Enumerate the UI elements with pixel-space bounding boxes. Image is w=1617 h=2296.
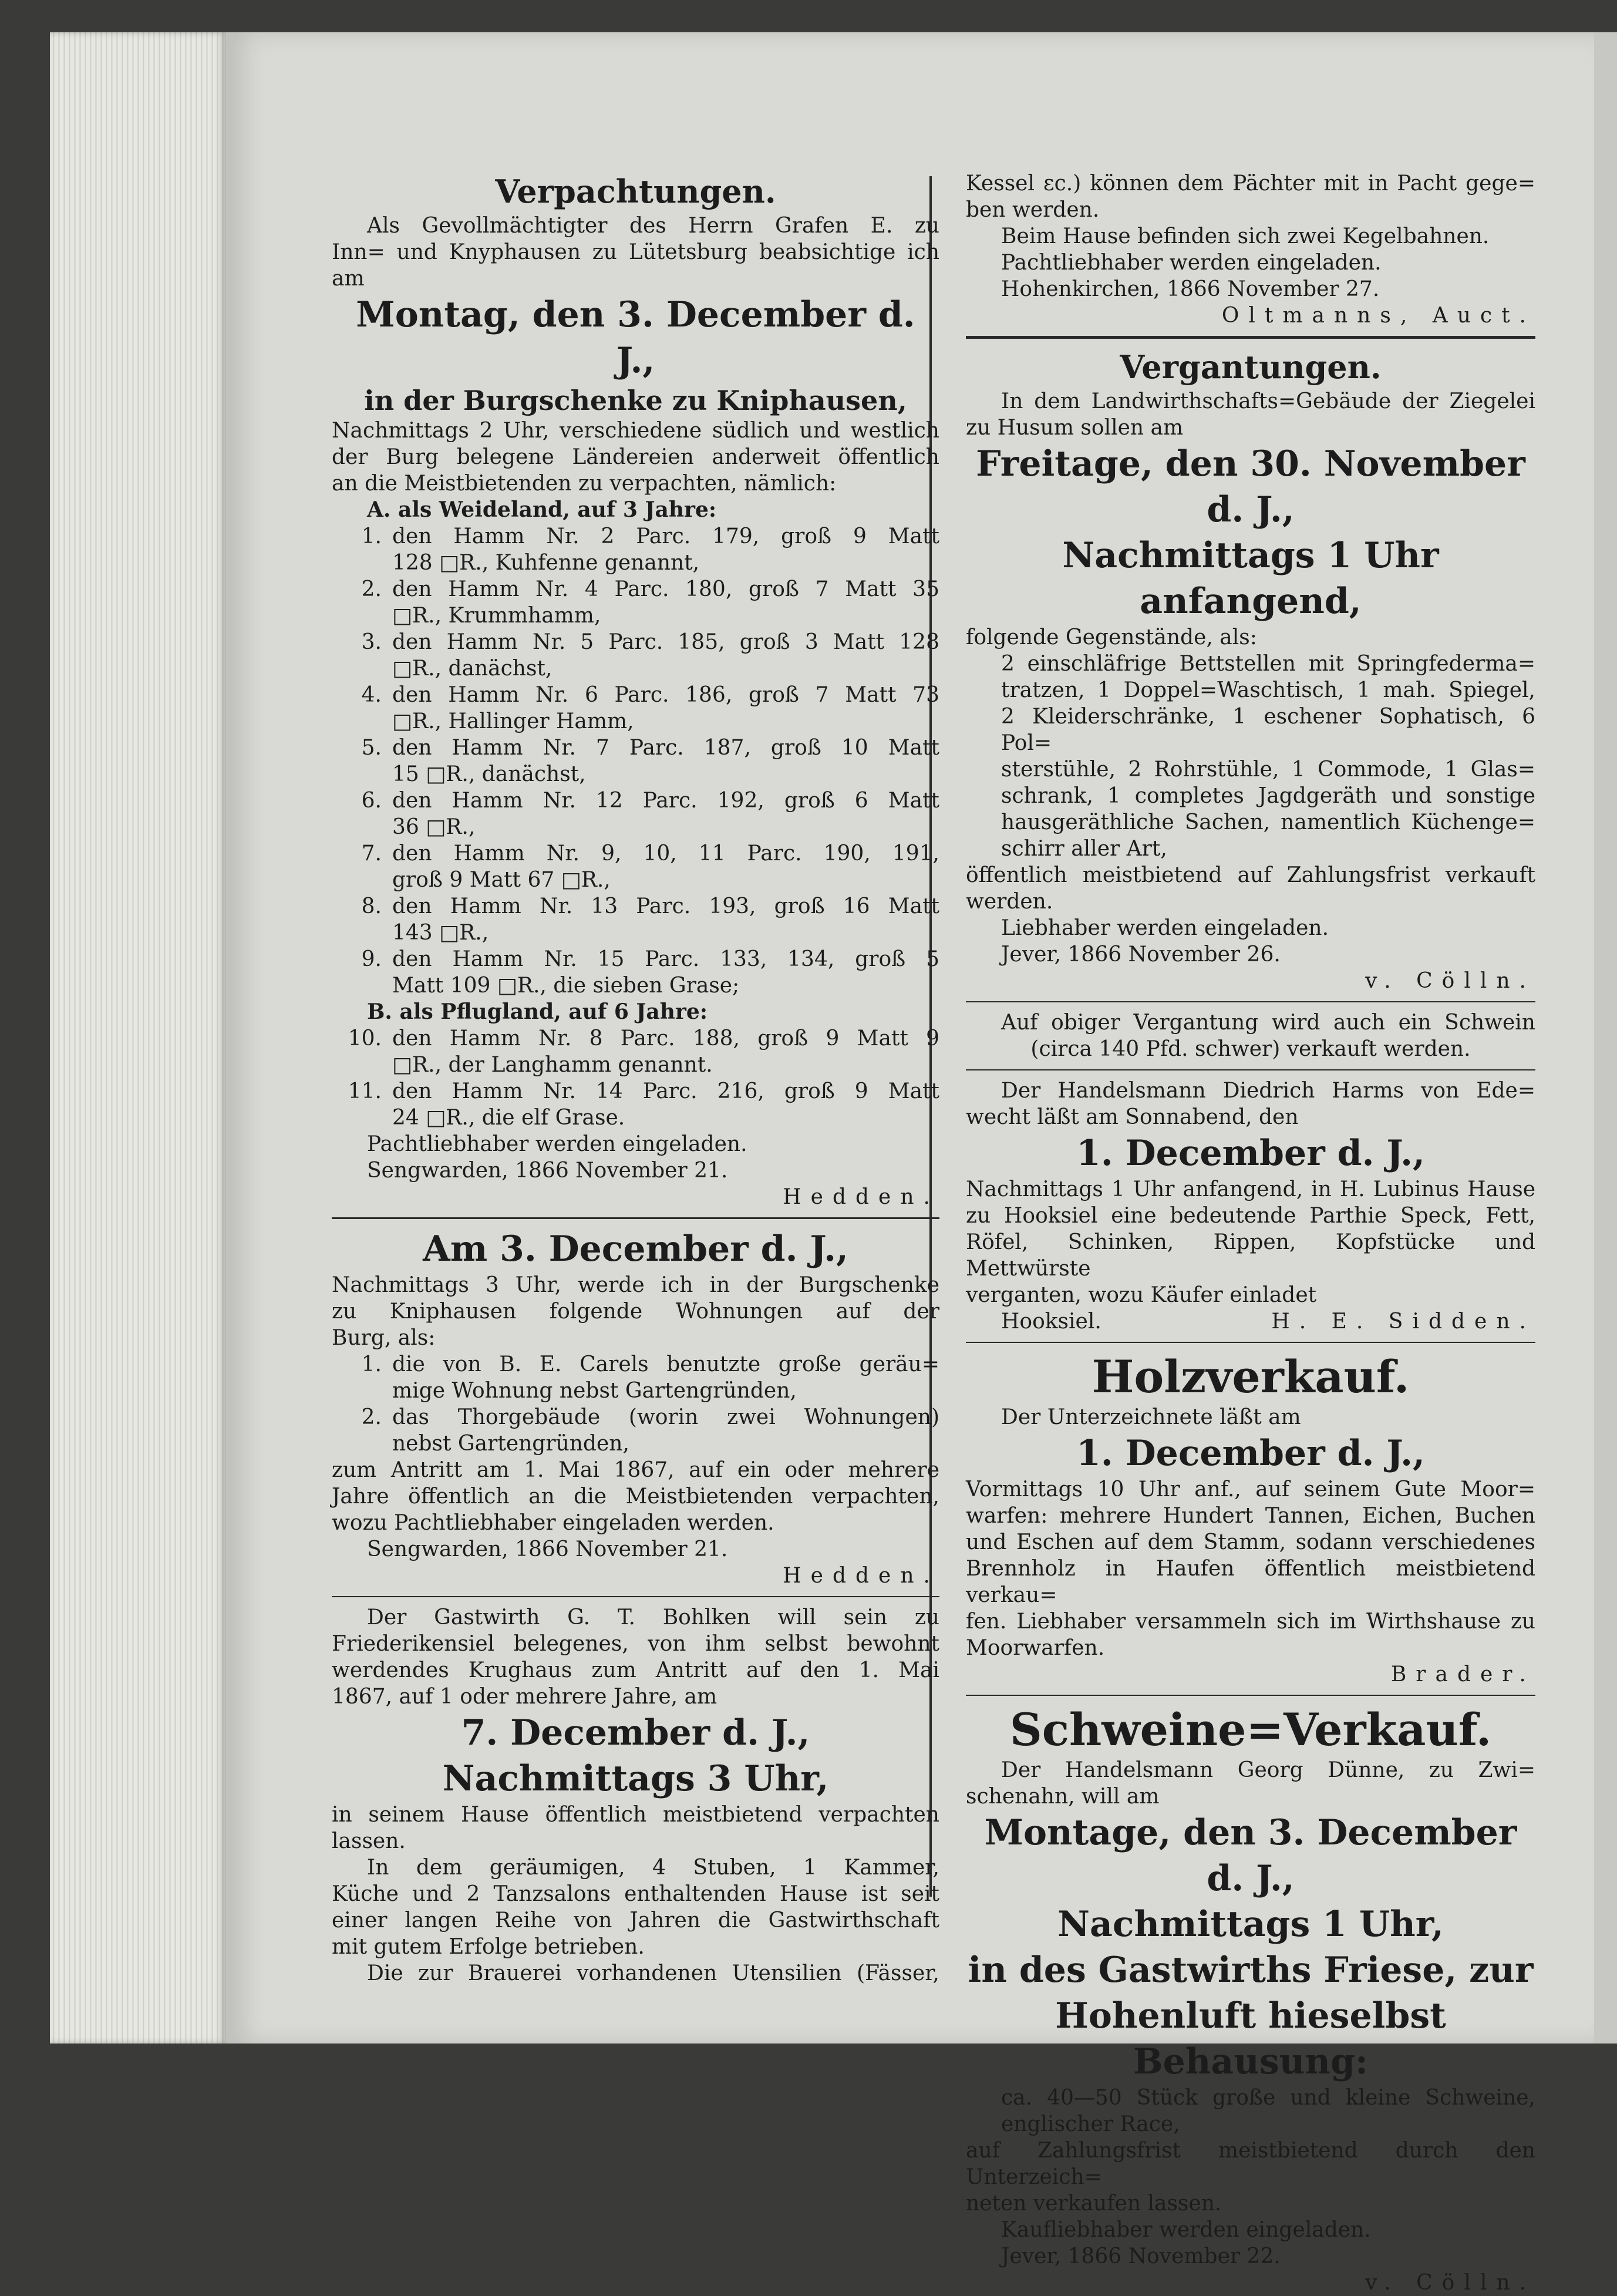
item-line: groß 9 Matt 67 □R., xyxy=(392,868,611,892)
invitation-line: Pachtliebhaber werden eingeladen. xyxy=(367,1132,747,1156)
item-number: 4. xyxy=(361,683,382,707)
text-line: Die zur Brauerei vorhandenen Utensilien (Fässer, xyxy=(367,1961,939,1985)
section-separator xyxy=(966,336,1535,339)
text-line: einer langen Reihe von Jahren die Gastwirthschaft xyxy=(332,1908,939,1933)
invitation-line: Pachtliebhaber werden eingeladen. xyxy=(1001,251,1382,275)
invitation-line: Liebhaber werden eingeladen. xyxy=(1001,916,1329,940)
time-line: Nachmittags 1 Uhr anfangend, xyxy=(1062,535,1439,622)
item-line: die von B. E. Carels benutzte große geräu= xyxy=(392,1352,939,1376)
text-line: am xyxy=(332,267,365,291)
item-line: den Hamm Nr. 4 Parc. 180, groß 7 Matt 35 xyxy=(392,577,939,601)
text-line: In dem Landwirthschafts=Gebäude der Ziegelei xyxy=(1001,389,1535,413)
item-line: den Hamm Nr. 9, 10, 11 Parc. 190, 191, xyxy=(392,841,939,866)
text-line: verganten, wozu Käufer einladet xyxy=(966,1283,1317,1307)
goods-line: schirr aller Art, xyxy=(1001,837,1167,861)
date-line: 1. December d. J., xyxy=(1076,1433,1425,1474)
ad-krughaus xyxy=(332,1604,939,1987)
text-line: mit gutem Erfolge betrieben. xyxy=(332,1935,645,1959)
item-number: 5. xyxy=(361,736,382,760)
text-line: an die Meistbietenden zu verpachten, nämlich: xyxy=(332,472,837,496)
item-number: 7. xyxy=(361,841,382,866)
text-line: in seinem Hause öffentlich meistbietend verpachten xyxy=(332,1803,939,1827)
place-signature-line xyxy=(966,1308,1535,1335)
signature: Brader. xyxy=(1390,1662,1535,1686)
list-item xyxy=(332,576,939,629)
place-date: Hohenkirchen, 1866 November 27. xyxy=(1001,277,1380,301)
item-line: □R., Hallinger Hamm, xyxy=(392,709,634,733)
item-line: 128 □R., Kuhfenne genannt, xyxy=(392,551,700,575)
text-line: warfen: mehrere Hundert Tannen, Eichen, Buchen xyxy=(966,1504,1535,1528)
ad-separator xyxy=(332,1596,939,1597)
ad-verpachtungen xyxy=(332,170,939,1210)
text-line: öffentlich meistbietend auf Zahlungsfrist verkauft xyxy=(966,863,1535,887)
text-line: Beim Hause befinden sich zwei Kegelbahnen. xyxy=(1001,224,1490,248)
goods-line: 2 einschläfrige Bettstellen mit Springfederma= xyxy=(1001,652,1535,676)
time-line: Nachmittags 1 Uhr, xyxy=(1057,1904,1444,1945)
item-line: den Hamm Nr. 15 Parc. 133, 134, groß 5 xyxy=(392,947,939,971)
text-line: Auf obiger Vergantung wird auch ein Schwein xyxy=(1001,1011,1535,1035)
text-line: Nachmittags 3 Uhr, werde ich in der Burgschenke xyxy=(332,1273,939,1297)
list-item xyxy=(332,1351,939,1404)
item-line: den Hamm Nr. 8 Parc. 188, groß 9 Matt 9 xyxy=(392,1026,939,1051)
text-line: Küche und 2 Tanzsalons enthaltenden Hause ist seit xyxy=(332,1882,939,1906)
date-line: Montage, den 3. December d. J., xyxy=(984,1812,1517,1899)
signature: Hedden. xyxy=(783,1185,939,1209)
text-line: wecht läßt am Sonnabend, den xyxy=(966,1105,1299,1129)
goods-line: tratzen, 1 Doppel=Waschtisch, 1 mah. Spiegel, xyxy=(1001,678,1535,702)
text-line: lassen. xyxy=(332,1829,406,1853)
text-line: Burg, als: xyxy=(332,1326,436,1350)
item-line: Matt 109 □R., die sieben Grase; xyxy=(392,974,740,998)
text-line: Röfel, Schinken, Rippen, Kopfstücke und Mettwürste xyxy=(966,1230,1535,1281)
place-line: Hohenluft hieselbst Behausung: xyxy=(1055,1995,1446,2082)
list-item xyxy=(332,840,939,893)
item-line: den Hamm Nr. 6 Parc. 186, groß 7 Matt 73 xyxy=(392,683,939,707)
list-item xyxy=(332,946,939,999)
list-item xyxy=(332,1078,939,1131)
item-line: □R., der Langhamm genannt. xyxy=(392,1053,713,1077)
section-heading: Vergantungen. xyxy=(1120,348,1382,386)
text-line: zum Antritt am 1. Mai 1867, auf ein oder mehrere xyxy=(332,1458,939,1482)
item-number: 10. xyxy=(348,1026,382,1051)
item-number: 2. xyxy=(361,1405,382,1429)
item-line: den Hamm Nr. 2 Parc. 179, groß 9 Matt xyxy=(392,524,939,548)
text-line: Jahre öffentlich an die Meistbietenden verpachten, xyxy=(332,1484,939,1509)
text-line: Inn= und Knyphausen zu Lütetsburg beabsichtige ich xyxy=(332,240,939,264)
item-line: 143 □R., xyxy=(392,921,489,945)
text-line: schenahn, will am xyxy=(966,1785,1160,1809)
text-line: wozu Pachtliebhaber eingeladen werden. xyxy=(332,1511,774,1535)
ad-schweine-verkauf xyxy=(966,1703,1535,2296)
text-line: werden. xyxy=(966,890,1053,914)
left-column xyxy=(332,170,939,1987)
text-line: fen. Liebhaber versammeln sich im Wirthshause zu xyxy=(966,1610,1535,1634)
ad-harms xyxy=(966,1078,1535,1335)
item-number: 9. xyxy=(361,947,382,971)
list-item xyxy=(332,1025,939,1078)
ad-holzverkauf xyxy=(966,1350,1535,1688)
book-page-edges xyxy=(50,32,226,2043)
list-item xyxy=(332,787,939,840)
goods-line: hausgeräthliche Sachen, namentlich Küchenge= xyxy=(1001,810,1535,834)
item-line: 24 □R., die elf Grase. xyxy=(392,1106,625,1130)
text-line: Der Handelsmann Diedrich Harms von Ede= xyxy=(1001,1079,1535,1103)
list-item xyxy=(332,523,939,576)
text-line: zu Kniphausen folgende Wohnungen auf der xyxy=(332,1300,939,1324)
text-line: ben werden. xyxy=(966,198,1100,222)
place-line: in der Burgschenke zu Kniphausen, xyxy=(364,385,907,416)
list-item xyxy=(332,735,939,787)
list-item xyxy=(332,893,939,946)
text-line: zu Hooksiel eine bedeutende Parthie Speck, Fett, xyxy=(966,1204,1535,1228)
text-line: Der Unterzeichnete läßt am xyxy=(1001,1405,1301,1429)
section-heading: Schweine=Verkauf. xyxy=(1009,1704,1492,1756)
item-line: den Hamm Nr. 7 Parc. 187, groß 10 Matt xyxy=(392,736,939,760)
text-line: werdendes Krughaus zum Antritt auf den 1. Mai xyxy=(332,1658,939,1682)
text-line: 1867, auf 1 oder mehrere Jahre, am xyxy=(332,1685,717,1709)
text-line: zu Husum sollen am xyxy=(966,416,1184,440)
signature: H. E. Sidden. xyxy=(1271,1309,1535,1334)
item-number: 8. xyxy=(361,894,382,918)
place-date: Sengwarden, 1866 November 21. xyxy=(367,1159,728,1183)
text-line: Nachmittags 1 Uhr anfangend, in H. Lubinus Hause xyxy=(966,1177,1535,1201)
item-line: 36 □R., xyxy=(392,815,476,839)
section-b-label: B. als Pflugland, auf 6 Jahre: xyxy=(367,999,708,1024)
date-line: 1. December d. J., xyxy=(1076,1133,1425,1174)
ad-separator xyxy=(332,1217,939,1219)
ad-schwein-note xyxy=(966,1009,1535,1062)
signature: Hedden. xyxy=(783,1564,939,1588)
text-line: Der Gastwirth G. T. Bohlken will sein zu xyxy=(367,1605,939,1630)
date-line: 7. December d. J., xyxy=(461,1712,810,1753)
date-line: Am 3. December d. J., xyxy=(423,1228,848,1270)
ad-wohnungen xyxy=(332,1226,939,1589)
text-line: und Eschen auf dem Stamm, sodann verschiedenes xyxy=(966,1530,1535,1554)
goods-line: schrank, 1 completes Jagdgeräth und sonstige xyxy=(1001,784,1535,808)
item-line: mige Wohnung nebst Gartengründen, xyxy=(392,1379,797,1403)
text-line: der Burg belegene Ländereien anderweit öffentlich xyxy=(332,445,939,469)
section-heading: Verpachtungen. xyxy=(495,173,776,210)
item-number: 3. xyxy=(361,630,382,654)
text-line: (circa 140 Pfd. schwer) verkauft werden. xyxy=(1030,1037,1471,1061)
text-line: Vormittags 10 Uhr anf., auf seinem Gute Moor= xyxy=(966,1477,1535,1502)
text-line: folgende Gegenstände, als: xyxy=(966,625,1257,649)
text-line: In dem geräumigen, 4 Stuben, 1 Kammer, xyxy=(367,1856,939,1880)
goods-line: englischer Race, xyxy=(1001,2112,1180,2136)
section-heading: Holzverkauf. xyxy=(1092,1351,1410,1403)
item-line: den Hamm Nr. 13 Parc. 193, groß 16 Matt xyxy=(392,894,939,918)
place-date: Sengwarden, 1866 November 21. xyxy=(367,1537,728,1561)
text-line: Friederikensiel belegenes, von ihm selbst bewohnt xyxy=(332,1632,939,1656)
signature: v. Cölln. xyxy=(1365,969,1535,993)
text-line: Moorwarfen. xyxy=(966,1636,1105,1660)
date-line: Montag, den 3. December d. J., xyxy=(356,294,915,381)
list-item xyxy=(332,1404,939,1457)
text-line: Brennholz in Haufen öffentlich meistbietend verkau= xyxy=(966,1557,1535,1607)
item-line: nebst Gartengründen, xyxy=(392,1432,629,1456)
right-column xyxy=(966,170,1535,2296)
place-date: Jever, 1866 November 26. xyxy=(1001,942,1281,967)
signature: v. Cölln. xyxy=(1365,2271,1535,2295)
item-line: den Hamm Nr. 12 Parc. 192, groß 6 Matt xyxy=(392,789,939,813)
text-line: auf Zahlungsfrist meistbietend durch den Unterzeich= xyxy=(966,2139,1535,2189)
text-line: Als Gevollmächtigter des Herrn Grafen E. zu xyxy=(367,214,939,238)
goods-line: ca. 40—50 Stück große und kleine Schweine, xyxy=(1001,2086,1535,2110)
ad-separator xyxy=(966,1695,1535,1696)
place-line: in des Gastwirths Friese, zur xyxy=(968,1950,1534,1991)
item-line: □R., Krummhamm, xyxy=(392,604,601,628)
item-number: 2. xyxy=(361,577,382,601)
ad-separator xyxy=(966,1001,1535,1002)
text-line: neten verkaufen lassen. xyxy=(966,2191,1222,2216)
date-line: Freitage, den 30. November d. J., xyxy=(976,443,1525,530)
ad-continuation xyxy=(966,170,1535,329)
ad-separator xyxy=(966,1342,1535,1343)
item-line: den Hamm Nr. 5 Parc. 185, groß 3 Matt 128 xyxy=(392,630,939,654)
ad-vergantungen xyxy=(966,346,1535,994)
item-line: 15 □R., danächst, xyxy=(392,762,586,786)
item-number: 1. xyxy=(361,1352,382,1376)
text-line: Der Handelsmann Georg Dünne, zu Zwi= xyxy=(1001,1758,1535,1782)
item-number: 11. xyxy=(348,1079,382,1103)
text-line: Kessel ɛc.) können dem Pächter mit in Pacht gege= xyxy=(966,171,1535,196)
time-line: Nachmittags 3 Uhr, xyxy=(442,1758,829,1799)
item-line: den Hamm Nr. 14 Parc. 216, groß 9 Matt xyxy=(392,1079,939,1103)
place: Hooksiel. xyxy=(1001,1309,1101,1334)
text-line: Nachmittags 2 Uhr, verschiedene südlich und westlich xyxy=(332,419,939,443)
facing-page-edge xyxy=(1594,32,1617,2043)
place-date: Jever, 1866 November 22. xyxy=(1001,2244,1281,2268)
item-line: □R., danächst, xyxy=(392,657,553,681)
invitation-line: Kaufliebhaber werden eingeladen. xyxy=(1001,2218,1371,2242)
section-a-label: A. als Weideland, auf 3 Jahre: xyxy=(367,497,717,522)
signature: Oltmanns, Auct. xyxy=(1221,304,1535,328)
list-item xyxy=(332,629,939,682)
goods-line: sterstühle, 2 Rohrstühle, 1 Commode, 1 Glas= xyxy=(1001,758,1535,782)
goods-line: 2 Kleiderschränke, 1 eschener Sophatisch, 6 Pol= xyxy=(1001,705,1535,755)
item-number: 6. xyxy=(361,789,382,813)
item-line: das Thorgebäude (worin zwei Wohnungen) xyxy=(392,1405,939,1429)
ad-separator xyxy=(966,1069,1535,1070)
list-item xyxy=(332,682,939,735)
item-number: 1. xyxy=(361,524,382,548)
